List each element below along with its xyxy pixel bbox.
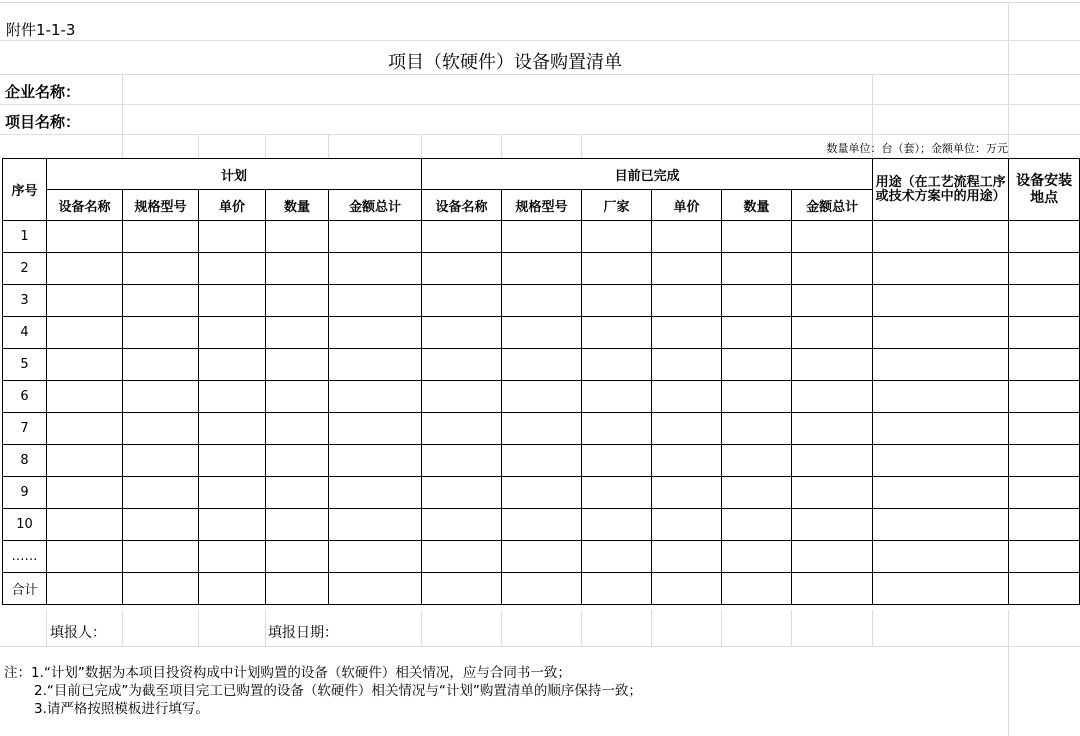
table-cell[interactable] bbox=[266, 509, 329, 541]
table-cell[interactable] bbox=[266, 413, 329, 445]
table-cell[interactable] bbox=[502, 253, 582, 285]
header-done-total-amount: 金额总计 bbox=[792, 190, 873, 221]
gridline bbox=[791, 610, 792, 646]
table-cell[interactable] bbox=[502, 349, 582, 381]
table-row bbox=[3, 445, 1080, 477]
table-cell[interactable] bbox=[199, 445, 266, 477]
table-cell[interactable] bbox=[582, 477, 652, 509]
table-cell[interactable] bbox=[792, 317, 873, 349]
table-cell[interactable] bbox=[722, 573, 792, 605]
table-cell[interactable] bbox=[199, 413, 266, 445]
table-cell[interactable] bbox=[47, 349, 123, 381]
table-cell[interactable] bbox=[329, 477, 422, 509]
gridline bbox=[265, 610, 266, 646]
table-cell[interactable] bbox=[47, 317, 123, 349]
header-plan-unit-price: 单价 bbox=[199, 190, 266, 221]
page-title: 项目（软硬件）设备购置清单 bbox=[388, 52, 622, 73]
table-cell[interactable] bbox=[1009, 413, 1080, 445]
table-cell[interactable] bbox=[792, 349, 873, 381]
table-cell[interactable] bbox=[422, 285, 502, 317]
table-cell[interactable] bbox=[1009, 349, 1080, 381]
table-cell[interactable] bbox=[266, 381, 329, 413]
row-seq: 1 bbox=[3, 221, 47, 253]
table-cell[interactable] bbox=[792, 445, 873, 477]
table-cell[interactable] bbox=[652, 509, 722, 541]
table-cell[interactable] bbox=[123, 381, 199, 413]
gridline bbox=[0, 134, 1080, 135]
table-cell[interactable] bbox=[792, 285, 873, 317]
table-cell[interactable] bbox=[582, 285, 652, 317]
header-plan-total-amount: 金额总计 bbox=[329, 190, 422, 221]
gridline bbox=[501, 134, 502, 158]
table-row bbox=[3, 413, 1080, 445]
table-cell[interactable] bbox=[582, 413, 652, 445]
table-cell[interactable] bbox=[652, 573, 722, 605]
table-cell[interactable] bbox=[123, 413, 199, 445]
table-cell[interactable] bbox=[582, 253, 652, 285]
table-cell[interactable] bbox=[329, 317, 422, 349]
table-cell[interactable] bbox=[652, 349, 722, 381]
table-cell[interactable] bbox=[582, 445, 652, 477]
row-seq-total: 合计 bbox=[3, 573, 47, 605]
table-cell[interactable] bbox=[873, 253, 1009, 285]
table-cell[interactable] bbox=[266, 349, 329, 381]
table-cell[interactable] bbox=[422, 381, 502, 413]
table-cell[interactable] bbox=[582, 221, 652, 253]
gridline bbox=[1008, 2, 1009, 158]
table-cell[interactable] bbox=[582, 381, 652, 413]
table-cell[interactable] bbox=[199, 221, 266, 253]
table-row bbox=[3, 221, 1080, 253]
table-cell[interactable] bbox=[722, 285, 792, 317]
table-cell[interactable] bbox=[722, 541, 792, 573]
table-cell[interactable] bbox=[1009, 317, 1080, 349]
header-done-manufacturer: 厂家 bbox=[582, 190, 652, 221]
table-cell[interactable] bbox=[1009, 285, 1080, 317]
table-cell[interactable] bbox=[652, 285, 722, 317]
table-cell[interactable] bbox=[792, 413, 873, 445]
table-cell[interactable] bbox=[652, 445, 722, 477]
table-cell[interactable] bbox=[582, 349, 652, 381]
table-cell[interactable] bbox=[329, 349, 422, 381]
table-cell[interactable] bbox=[722, 509, 792, 541]
table-cell[interactable] bbox=[502, 541, 582, 573]
header-done-model: 规格型号 bbox=[502, 190, 582, 221]
table-cell[interactable] bbox=[873, 445, 1009, 477]
gridline bbox=[265, 134, 266, 158]
table-row bbox=[3, 317, 1080, 349]
table-row bbox=[3, 349, 1080, 381]
table-cell[interactable] bbox=[329, 445, 422, 477]
table-cell[interactable] bbox=[792, 573, 873, 605]
header-done-equipment-name: 设备名称 bbox=[422, 190, 502, 221]
gridline bbox=[0, 40, 1080, 41]
table-cell[interactable] bbox=[47, 221, 123, 253]
table-cell[interactable] bbox=[652, 477, 722, 509]
table-cell[interactable] bbox=[873, 477, 1009, 509]
header-usage: 用途（在工艺流程工序或技术方案中的用途） bbox=[873, 159, 1009, 221]
table-cell[interactable] bbox=[199, 541, 266, 573]
gridline bbox=[421, 610, 422, 646]
gridline bbox=[581, 134, 582, 158]
table-cell[interactable] bbox=[266, 253, 329, 285]
table-cell[interactable] bbox=[266, 573, 329, 605]
table-row bbox=[3, 285, 1080, 317]
table-cell[interactable] bbox=[123, 317, 199, 349]
table-cell[interactable] bbox=[502, 509, 582, 541]
table-cell[interactable] bbox=[123, 349, 199, 381]
table-cell[interactable] bbox=[792, 509, 873, 541]
table-cell[interactable] bbox=[199, 509, 266, 541]
company-name-label: 企业名称： bbox=[5, 83, 81, 101]
table-cell[interactable] bbox=[502, 413, 582, 445]
header-done-quantity: 数量 bbox=[722, 190, 792, 221]
table-cell[interactable] bbox=[329, 253, 422, 285]
table-cell[interactable] bbox=[582, 541, 652, 573]
table-cell[interactable] bbox=[792, 477, 873, 509]
table-cell[interactable] bbox=[873, 381, 1009, 413]
table-row bbox=[3, 477, 1080, 509]
table-body bbox=[3, 221, 1080, 605]
row-seq: 7 bbox=[3, 413, 47, 445]
table-cell[interactable] bbox=[199, 381, 266, 413]
table-cell[interactable] bbox=[422, 221, 502, 253]
row-seq: 8 bbox=[3, 445, 47, 477]
filler-label: 填报人： bbox=[50, 625, 106, 641]
table-cell[interactable] bbox=[722, 445, 792, 477]
table-cell[interactable] bbox=[329, 381, 422, 413]
table-cell[interactable] bbox=[652, 381, 722, 413]
table-cell[interactable] bbox=[873, 573, 1009, 605]
table-cell[interactable] bbox=[123, 221, 199, 253]
table-row-total bbox=[3, 573, 1080, 605]
table-cell[interactable] bbox=[1009, 509, 1080, 541]
table-cell[interactable] bbox=[422, 445, 502, 477]
attachment-label: 附件1-1-3 bbox=[6, 21, 76, 39]
table-cell[interactable] bbox=[329, 573, 422, 605]
row-seq: 3 bbox=[3, 285, 47, 317]
table-cell[interactable] bbox=[123, 285, 199, 317]
gridline bbox=[198, 610, 199, 646]
header-done-unit-price: 单价 bbox=[652, 190, 722, 221]
project-name-label: 项目名称： bbox=[5, 113, 81, 131]
row-seq: 4 bbox=[3, 317, 47, 349]
table-cell[interactable] bbox=[329, 285, 422, 317]
table-cell[interactable] bbox=[123, 253, 199, 285]
header-install-location: 设备安装地点 bbox=[1009, 159, 1080, 221]
header-completed: 目前已完成 bbox=[422, 159, 873, 190]
table-cell[interactable] bbox=[652, 541, 722, 573]
table-cell[interactable] bbox=[47, 413, 123, 445]
table-cell[interactable] bbox=[1009, 381, 1080, 413]
gridline bbox=[0, 646, 1080, 647]
table-cell[interactable] bbox=[422, 349, 502, 381]
note-3: 3.请严格按照模板进行填写。 bbox=[34, 701, 209, 717]
table-cell[interactable] bbox=[873, 509, 1009, 541]
gridline bbox=[501, 610, 502, 646]
table-cell[interactable] bbox=[722, 221, 792, 253]
gridline bbox=[721, 610, 722, 646]
table-cell[interactable] bbox=[47, 541, 123, 573]
table-cell[interactable] bbox=[722, 349, 792, 381]
table-cell[interactable] bbox=[329, 221, 422, 253]
table-cell[interactable] bbox=[582, 317, 652, 349]
table-cell[interactable] bbox=[792, 253, 873, 285]
header-plan-model: 规格型号 bbox=[123, 190, 199, 221]
table-cell[interactable] bbox=[266, 221, 329, 253]
header-plan-equipment-name: 设备名称 bbox=[47, 190, 123, 221]
table-cell[interactable] bbox=[422, 413, 502, 445]
table-cell[interactable] bbox=[1009, 541, 1080, 573]
equipment-table bbox=[2, 158, 1080, 605]
table-cell[interactable] bbox=[123, 445, 199, 477]
header-plan: 计划 bbox=[47, 159, 422, 190]
table-cell[interactable] bbox=[422, 573, 502, 605]
table-cell[interactable] bbox=[1009, 477, 1080, 509]
table-cell[interactable] bbox=[502, 573, 582, 605]
table-cell[interactable] bbox=[123, 509, 199, 541]
table-cell[interactable] bbox=[873, 413, 1009, 445]
table-cell[interactable] bbox=[47, 285, 123, 317]
table-cell[interactable] bbox=[422, 253, 502, 285]
table-cell[interactable] bbox=[47, 381, 123, 413]
table-row bbox=[3, 509, 1080, 541]
gridline bbox=[122, 74, 123, 158]
table-cell[interactable] bbox=[199, 253, 266, 285]
table-cell[interactable] bbox=[199, 477, 266, 509]
table-cell[interactable] bbox=[1009, 573, 1080, 605]
table-cell[interactable] bbox=[502, 445, 582, 477]
table-cell[interactable] bbox=[329, 541, 422, 573]
table-cell[interactable] bbox=[422, 541, 502, 573]
table-cell[interactable] bbox=[722, 253, 792, 285]
table-cell[interactable] bbox=[873, 349, 1009, 381]
row-seq: …… bbox=[3, 541, 47, 573]
table-cell[interactable] bbox=[199, 285, 266, 317]
table-cell[interactable] bbox=[502, 221, 582, 253]
table-cell[interactable] bbox=[266, 477, 329, 509]
table-cell[interactable] bbox=[199, 317, 266, 349]
table-cell[interactable] bbox=[582, 573, 652, 605]
gridline bbox=[0, 74, 1080, 75]
table-cell[interactable] bbox=[722, 477, 792, 509]
table-cell[interactable] bbox=[873, 541, 1009, 573]
table-cell[interactable] bbox=[266, 317, 329, 349]
table-cell[interactable] bbox=[329, 413, 422, 445]
table-row bbox=[3, 381, 1080, 413]
table-cell[interactable] bbox=[199, 573, 266, 605]
header-plan-quantity: 数量 bbox=[266, 190, 329, 221]
table-cell[interactable] bbox=[47, 445, 123, 477]
table-cell[interactable] bbox=[502, 317, 582, 349]
fill-date-label: 填报日期： bbox=[268, 625, 338, 641]
gridline bbox=[0, 104, 1080, 105]
table-row bbox=[3, 253, 1080, 285]
table-cell[interactable] bbox=[1009, 445, 1080, 477]
gridline bbox=[198, 134, 199, 158]
table-cell[interactable] bbox=[652, 317, 722, 349]
table-cell[interactable] bbox=[123, 477, 199, 509]
table-cell[interactable] bbox=[502, 381, 582, 413]
table-cell[interactable] bbox=[1009, 253, 1080, 285]
table-cell[interactable] bbox=[47, 509, 123, 541]
table-cell[interactable] bbox=[266, 445, 329, 477]
table-cell[interactable] bbox=[652, 221, 722, 253]
header-seq: 序号 bbox=[3, 159, 47, 221]
table-cell[interactable] bbox=[652, 253, 722, 285]
note-1: 注：1.“计划”数据为本项目投资构成中计划购置的设备（软硬件）相关情况，应与合同书一致； bbox=[4, 665, 571, 681]
table-cell[interactable] bbox=[873, 285, 1009, 317]
row-seq: 2 bbox=[3, 253, 47, 285]
table-cell[interactable] bbox=[582, 509, 652, 541]
row-seq: 9 bbox=[3, 477, 47, 509]
table-cell[interactable] bbox=[266, 285, 329, 317]
gridline bbox=[46, 610, 47, 646]
table-cell[interactable] bbox=[422, 317, 502, 349]
table-cell[interactable] bbox=[47, 477, 123, 509]
table-cell[interactable] bbox=[502, 477, 582, 509]
gridline bbox=[0, 2, 1080, 3]
table-cell[interactable] bbox=[422, 477, 502, 509]
note-2: 2.“目前已完成”为截至项目完工已购置的设备（软硬件）相关情况与“计划”购置清单的顺序保持一致； bbox=[34, 683, 642, 699]
table-cell[interactable] bbox=[123, 573, 199, 605]
table-cell[interactable] bbox=[422, 509, 502, 541]
row-seq: 10 bbox=[3, 509, 47, 541]
table-cell[interactable] bbox=[792, 541, 873, 573]
notes-block bbox=[4, 664, 642, 718]
table-row bbox=[3, 541, 1080, 573]
table-cell[interactable] bbox=[502, 285, 582, 317]
table-cell[interactable] bbox=[266, 541, 329, 573]
table-cell[interactable] bbox=[123, 541, 199, 573]
table-cell[interactable] bbox=[652, 413, 722, 445]
table-cell[interactable] bbox=[722, 381, 792, 413]
table-cell[interactable] bbox=[792, 221, 873, 253]
gridline bbox=[421, 134, 422, 158]
table-cell[interactable] bbox=[47, 573, 123, 605]
table-cell[interactable] bbox=[792, 381, 873, 413]
gridline bbox=[122, 610, 123, 646]
gridline bbox=[651, 610, 652, 646]
table-cell[interactable] bbox=[873, 221, 1009, 253]
table-cell[interactable] bbox=[722, 317, 792, 349]
gridline bbox=[581, 610, 582, 646]
table-cell[interactable] bbox=[199, 349, 266, 381]
table-cell[interactable] bbox=[722, 413, 792, 445]
table-cell[interactable] bbox=[873, 317, 1009, 349]
gridline bbox=[328, 134, 329, 158]
table-cell[interactable] bbox=[1009, 221, 1080, 253]
gridline bbox=[872, 610, 873, 646]
gridline bbox=[1008, 610, 1009, 736]
unit-note: 数量单位：台（套）；金额单位：万元 bbox=[826, 142, 1008, 155]
row-seq: 6 bbox=[3, 381, 47, 413]
row-seq: 5 bbox=[3, 349, 47, 381]
table-cell[interactable] bbox=[329, 509, 422, 541]
table-cell[interactable] bbox=[47, 253, 123, 285]
